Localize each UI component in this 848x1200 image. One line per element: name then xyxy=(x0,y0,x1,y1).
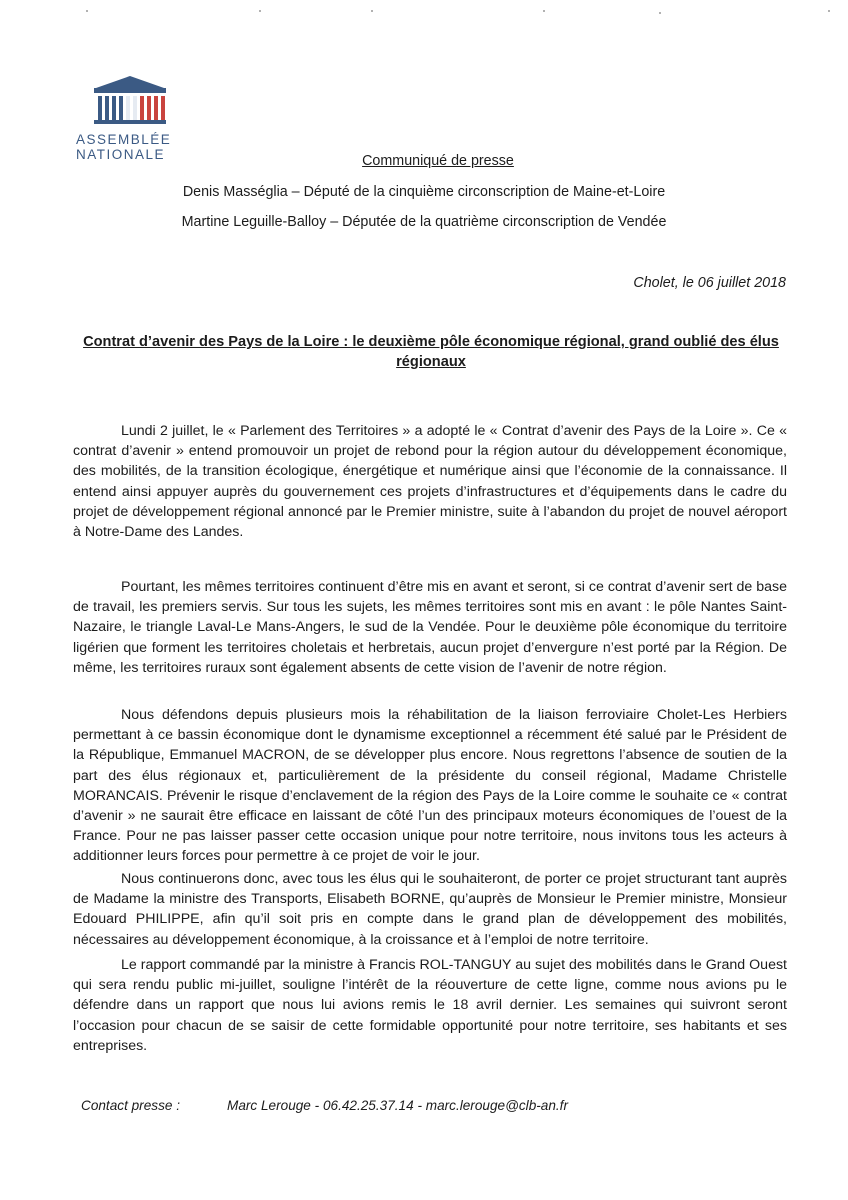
scan-speck xyxy=(543,10,545,12)
contact-label: Contact presse : xyxy=(81,1098,180,1113)
body-paragraph-1: Lundi 2 juillet, le « Parlement des Territoires » a adopté le « Contrat d’avenir des Pays de la Loire ». Ce « contrat d’avenir » entend promouvoir un projet de rebond pour la région autour du développement économique, des mobilités, de la transition écologique, énergétique et numérique ainsi que l’économie de la connaissance. Il entend ainsi appuyer auprès du gouvernement ces projets d’infrastructures et d’équipements dans le cadre du projet de développement régional annoncé par le Premier ministre, suite à l’abandon du projet de nouvel aéroport à Notre-Dame des Landes. xyxy=(73,423,787,541)
scan-speck xyxy=(371,10,373,12)
body-paragraph-5: Le rapport commandé par la ministre à Francis ROL-TANGUY au sujet des mobilités dans le Grand Ouest qui sera rendu public mi-juillet, souligne l’intérêt de la réouverture de cette ligne, comme nous avions pu le défendre dans un rapport que nous lui avions remis le 18 avril dernier. Les semaines qui suivront seront l’occasion pour chacun de se saisir de cette formidable opportunité pour notre territoire, ses habitants et ses entreprises. xyxy=(73,957,787,1054)
body-paragraph-2: Pourtant, les mêmes territoires continuent d’être mis en avant et seront, si ce contrat d’avenir sert de base de travail, les premiers servis. Sur tous les sujets, les mêmes territoires sont mis en avant : le pôle Nantes Saint-Nazaire, le triangle Laval-Le Mans-Angers, le sud de la Vendée. Pour le deuxième pôle économique du territoire ligérien que forment les territoires choletais et herbretais, aucun projet d’envergure n’est porté par la Région. De même, les territoires ruraux sont également absents de cette vision de l’avenir de notre région. xyxy=(73,579,787,676)
scan-speck xyxy=(86,10,88,12)
author-line-1: Denis Masséglia – Député de la cinquième circonscription de Maine-et-Loire xyxy=(182,184,666,200)
logo-text-line2: NATIONALE xyxy=(76,147,166,162)
contact-details: Marc Lerouge - 06.42.25.37.14 - marc.lerouge@clb-an.fr xyxy=(227,1098,568,1113)
press-release-title: Contrat d’avenir des Pays de la Loire : le deuxième pôle économique régional, grand oublié des élus régionaux xyxy=(83,334,779,370)
scan-speck xyxy=(259,10,261,12)
logo-text-line1: ASSEMBLÉE xyxy=(76,132,172,147)
scan-speck xyxy=(659,12,661,14)
body-paragraph-4: Nous continuerons donc, avec tous les élus qui le souhaiteront, de porter ce projet structurant tant auprès de Madame la ministre des Transports, Elisabeth BORNE, qu’auprès de Monsieur le Premier ministre, Monsieur Edouard PHILIPPE, afin qu’il soit pris en compte dans le grand plan de développement des mobilités, nécessaires au développement économique, à la croissance et à l’emploi de notre territoire. xyxy=(73,871,787,948)
body-paragraph-3: Nous défendons depuis plusieurs mois la réhabilitation de la liaison ferroviaire Cholet-Les Herbiers permettant à ce bassin économique dont le dynamisme exceptionnel a récemment été salué par le Président de la République, Emmanuel MACRON, de se développer plus encore. Nous regrettons l’absence de soutien de la part des élus régionaux et, particulièrement de la présidente du conseil régional, Madame Christelle MORANCAIS. Prévenir le risque d’enclavement de la région des Pays de la Loire comme le souhaite ce « contrat d’avenir » ne saurait être efficace en laissant de côté l’un des principaux moteurs économiques de l’ouest de la France. Pour ne pas laisser passer cette occasion unique pour notre territoire, nous invitons tous les acteurs à additionner leurs forces pour permettre à ce projet de voir le jour. xyxy=(73,707,787,865)
author-line-2: Martine Leguille-Balloy – Députée de la quatrième circonscription de Vendée xyxy=(181,214,667,230)
scan-speck xyxy=(828,10,830,12)
palais-bourbon-colonnade-icon xyxy=(90,74,170,130)
place-date: Cholet, le 06 juillet 2018 xyxy=(633,275,786,291)
document-type: Communiqué de presse xyxy=(362,153,514,169)
